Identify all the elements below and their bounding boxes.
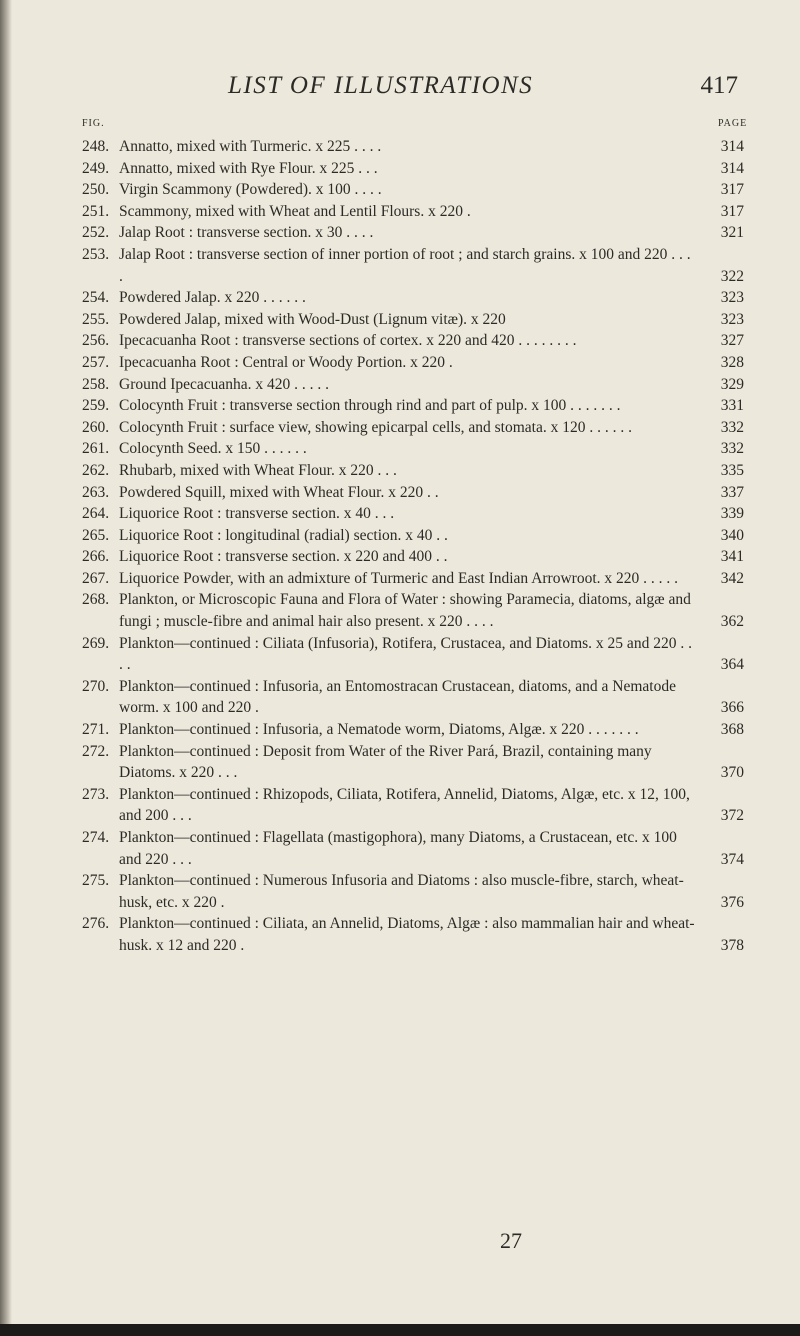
page-reference: 339 [720,505,744,523]
page-reference: 362 [720,613,744,631]
figure-number: 261. [82,440,110,458]
figure-caption: Colocynth Fruit : transverse section through rind and part of pulp. x 100 . . . . . . . [119,397,621,415]
list-item [82,546,744,568]
figure-number: 251. [82,202,110,220]
list-item [82,870,744,913]
list-item [82,482,744,504]
list-item [82,913,744,956]
figure-caption: Ipecacuanha Root : transverse sections of cortex. x 220 and 420 . . . . . . . . [119,332,577,350]
figure-caption: Colocynth Fruit : surface view, showing epicarpal cells, and stomata. x 120 . . . . . . [119,418,632,436]
figure-number: 249. [82,159,110,177]
list-item [82,503,744,525]
page-reference: 328 [720,353,744,371]
list-item [82,222,744,244]
figure-caption: Plankton—continued : Numerous Infusoria and Diatoms : also muscle-fibre, starch, wheat-husk, etc. x 220 . [119,872,684,911]
page-reference: 366 [720,699,744,717]
figure-caption: Plankton—continued : Deposit from Water of the River Pará, Brazil, containing many Diatoms. x 220 . . . [119,742,652,782]
bottom-edge-bar [0,1324,800,1336]
page-reference: 368 [720,721,744,739]
figure-number: 255. [82,310,110,328]
figure-number: 254. [82,289,110,307]
page-reference: 317 [720,202,744,220]
figure-caption: Plankton—continued : Infusoria, a Nematode worm, Diatoms, Algæ. x 220 . . . . . . . [119,721,639,739]
list-item [82,676,744,719]
figure-caption: Scammony, mixed with Wheat and Lentil Flours. x 220 . [119,202,471,220]
figure-caption: Liquorice Root : transverse section. x 40 . . . [119,505,395,523]
figure-number: 270. [82,677,110,695]
figure-number: 272. [82,742,110,760]
page-reference: 370 [720,764,744,782]
figure-number: 275. [82,872,110,890]
figure-caption: Powdered Jalap, mixed with Wood-Dust (Lignum vitæ). x 220 [119,310,506,328]
figure-number: 256. [82,332,110,350]
list-item [82,719,744,741]
page-reference: 314 [720,159,744,177]
figure-caption: Virgin Scammony (Powdered). x 100 . . . . [119,181,382,199]
figure-number: 273. [82,785,110,803]
list-item [82,330,744,352]
page-reference: 378 [720,936,744,954]
figure-caption: Annatto, mixed with Rye Flour. x 225 . . . [119,159,378,177]
page-reference: 322 [720,267,744,285]
figure-number: 253. [82,245,110,263]
page-reference: 321 [720,224,744,242]
list-item [82,525,744,547]
figure-number: 276. [82,915,110,933]
page-reference: 337 [720,483,744,501]
list-item [82,158,744,180]
figure-caption: Rhubarb, mixed with Wheat Flour. x 220 . . . [119,461,397,479]
list-item [82,395,744,417]
page-reference: 332 [720,440,744,458]
figure-number: 267. [82,569,110,587]
list-item [82,352,744,374]
signature-mark: 27 [500,1228,522,1253]
list-item [82,374,744,396]
page-reference: 314 [720,138,744,155]
figure-caption: Plankton, or Microscopic Fauna and Flora of Water : showing Paramecia, diatoms, algæ and fungi ; muscle-fibre and animal hair also present. x 220 . . . . [119,591,691,631]
figure-number: 265. [82,526,110,544]
list-item [82,741,744,784]
list-item [82,460,744,482]
figure-caption: Powdered Squill, mixed with Wheat Flour. x 220 . . [119,483,439,501]
list-item [82,179,744,201]
figure-number: 274. [82,829,110,846]
figure-number: 266. [82,548,110,566]
figure-caption: Jalap Root : transverse section. x 30 . . . . [119,224,374,242]
page-reference: 372 [720,807,744,825]
figure-number: 258. [82,375,110,393]
page-reference: 340 [720,526,744,544]
figure-caption: Liquorice Root : longitudinal (radial) section. x 40 . . [119,526,448,544]
figure-number: 257. [82,353,110,371]
page-reference: 341 [720,548,744,566]
figure-number: 250. [82,181,110,199]
page-reference: 331 [720,397,744,415]
figure-number: 262. [82,461,110,479]
figure-caption: Annatto, mixed with Turmeric. x 225 . . . . [119,138,382,155]
book-spine-shadow [0,0,12,1336]
page-reference: 364 [720,656,744,674]
list-item [82,309,744,331]
figure-number: 252. [82,224,110,242]
figure-caption: Plankton—continued : Infusoria, an Entomostracan Crustacean, diatoms, and a Nematode worm. x 100 and 220 . [119,677,676,717]
list-item [82,201,744,223]
figure-number: 248. [82,138,110,155]
figure-number: 264. [82,505,110,523]
page-reference: 323 [720,310,744,328]
figure-number: 268. [82,591,110,609]
page-reference: 374 [720,850,744,868]
figure-caption: Plankton—continued : Flagellata (mastigophora), many Diatoms, a Crustacean, etc. x 100 and 220 . . . [119,829,677,868]
figure-number: 269. [82,634,110,652]
figure-caption: Plankton—continued : Ciliata, an Annelid, Diatoms, Algæ : also mammalian hair and wheat-husk. x 12 and 220 . [119,915,695,954]
figure-caption: Ground Ipecacuanha. x 420 . . . . . [119,375,330,393]
list-item [82,244,744,287]
list-item [82,633,744,676]
page-reference: 342 [720,569,744,587]
illustration-list [82,136,744,957]
running-title: LIST OF ILLUSTRATIONS [228,72,534,99]
page-reference: 376 [720,893,744,911]
figure-number: 263. [82,483,110,501]
figure-caption: Plankton—continued : Ciliata (Infusoria), Rotifera, Crustacea, and Diatoms. x 25 and 220 . . . . [119,634,692,674]
list-item [82,287,744,309]
list-item [82,136,744,158]
figure-caption: Powdered Jalap. x 220 . . . . . . [119,289,306,307]
figure-number: 260. [82,418,110,436]
page-reference: 329 [720,375,744,393]
page-number: 417 [700,72,738,99]
figure-caption: Jalap Root : transverse section of inner portion of root ; and starch grains. x 100 and 220 . . . . [119,245,691,285]
list-item [82,784,744,827]
figure-number: 259. [82,397,110,415]
figure-caption: Ipecacuanha Root : Central or Woody Portion. x 220 . [119,353,453,371]
page-header [228,72,738,100]
list-item [82,438,744,460]
page-reference: 332 [720,418,744,436]
figure-caption: Liquorice Powder, with an admixture of Turmeric and East Indian Arrowroot. x 220 . . . . . [119,569,678,587]
list-item [82,417,744,439]
page-reference: 327 [720,332,744,350]
page-column-label: PAGE [718,118,748,129]
page-reference: 323 [720,289,744,307]
list-item [82,568,744,590]
list-item [82,589,744,632]
page-reference: 335 [720,461,744,479]
figure-caption: Liquorice Root : transverse section. x 220 and 400 . . [119,548,448,566]
list-item [82,827,744,870]
figure-caption: Plankton—continued : Rhizopods, Ciliata, Rotifera, Annelid, Diatoms, Algæ, etc. x 12, 100, and 200 . . . [119,785,690,825]
fig-column-label: FIG. [82,118,105,129]
figure-number: 271. [82,721,110,739]
figure-caption: Colocynth Seed. x 150 . . . . . . [119,440,307,458]
page-reference: 317 [720,181,744,199]
